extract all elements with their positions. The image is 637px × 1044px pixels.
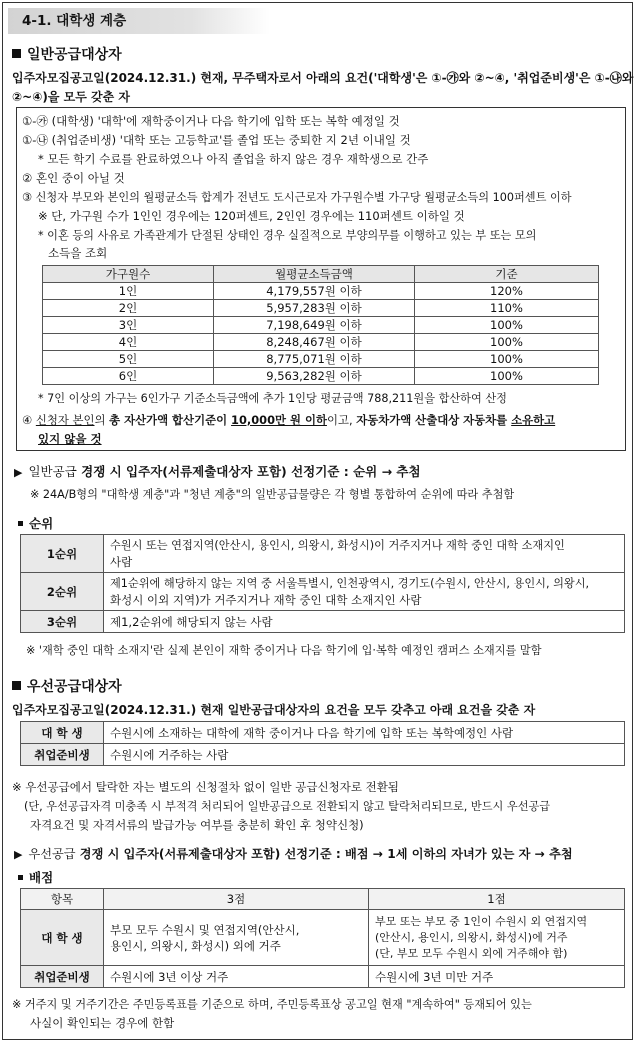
req-item-assets	[22, 412, 555, 428]
score-cell-3: 수원시에 3년 이상 거주	[104, 966, 369, 988]
assets-total: 총 자산가액 합산기준이	[109, 413, 232, 427]
req-item-assets-cont: 있지 않을 것	[38, 432, 102, 446]
score-text-line: 용인시, 의왕시, 화성시) 외에 거주	[110, 938, 281, 953]
general-selection-label: 일반공급	[28, 464, 77, 479]
rank-text	[104, 573, 625, 611]
income-header-amount: 월평균소득금액	[214, 266, 415, 283]
rank-table	[20, 534, 625, 633]
priority-note-3: 자격요건 및 자격서류의 발급가능 여부를 충분히 확인 후 청약신청)	[30, 818, 364, 832]
rank-note: ※ '재학 중인 대학 소재지'란 실제 본인이 재학 중이거나 다음 학기에 입·복학 예정인 캠퍼스 소재지를 말함	[26, 644, 542, 657]
income-cell: 8,248,467원 이하	[214, 334, 415, 351]
rank-label: 2순위	[21, 573, 104, 611]
income-cell: 100%	[415, 334, 599, 351]
general-heading: 일반공급대상자	[12, 44, 122, 64]
score-cell-1	[369, 910, 625, 966]
score-text-line: (안산시, 용인시, 의왕시, 화성시)에 거주	[375, 930, 568, 944]
score-header-3: 3점	[104, 889, 369, 910]
assets-car: 자동차가액 산출대상 자동차를	[356, 413, 512, 427]
income-cell: 100%	[415, 317, 599, 334]
req-note-divorce-cont: 소득을 조회	[48, 246, 108, 260]
score-text-line: 부모 모두 수원시 및 연접지역(안산시,	[110, 922, 300, 937]
table-row	[21, 573, 625, 611]
score-cell-1: 수원시에 3년 미만 거주	[369, 966, 625, 988]
table-row	[43, 283, 599, 300]
income-cell: 5인	[43, 351, 214, 368]
general-selection-title	[14, 462, 421, 480]
income-cell: 8,775,071원 이하	[214, 351, 415, 368]
section-title: 4-1. 대학생 계층	[8, 8, 270, 34]
triangle-bullet-icon: ▶	[14, 848, 23, 861]
score-table	[20, 888, 625, 988]
req-item-unmarried: ② 혼인 중이 아닐 것	[22, 171, 125, 185]
income-cell: 100%	[415, 351, 599, 368]
income-cell: 6인	[43, 368, 214, 385]
assets-own: 소유하고	[511, 413, 556, 427]
priority-note-2: (단, 우선공급자격 미충족 시 부적격 처리되어 일반공급으로 전환되지 않고 탈락처리되므로, 반드시 우선공급	[24, 800, 551, 813]
score-heading: 배점	[18, 868, 53, 886]
req-note-divorce: * 이혼 등의 사유로 가족관계가 단절된 상태인 경우 실질적으로 부양의무를 이행하고 있는 부 또는 모의	[38, 229, 537, 242]
score-cell-3	[104, 910, 369, 966]
priority-text: 수원시에 거주하는 사람	[104, 744, 625, 766]
income-cell: 2인	[43, 300, 214, 317]
score-text-line: (단, 부모 모두 수원시 외에 거주해야 함)	[375, 946, 568, 960]
req-item-jobseeker: ①-㉯ (취업준비생) '대학 또는 고등학교'를 졸업 또는 중퇴한 지 2년 이내일 것	[22, 133, 411, 147]
general-selection-note: ※ 24A/B형의 "대학생 계층"과 "청년 계층"의 일반공급물량은 각 형별 통합하여 순위에 따라 추첨함	[30, 488, 515, 501]
income-header-standard: 기준	[415, 266, 599, 283]
score-label: 취업준비생	[21, 966, 104, 988]
priority-note-1: ※ 우선공급에서 탈락한 자는 별도의 신청절차 없이 일반 공급신청자로 전환됨	[12, 780, 399, 794]
score-header-1: 1점	[369, 889, 625, 910]
rank-text: 제1,2순위에 해당되지 않는 사람	[104, 611, 625, 633]
table-row	[21, 722, 625, 744]
priority-text: 수원시에 소재하는 대학에 재학 중이거나 다음 학기에 입학 또는 복학예정인 사람	[104, 722, 625, 744]
triangle-bullet-icon: ▶	[14, 466, 23, 479]
priority-selection-label: 우선공급	[28, 847, 76, 861]
req-note-graduation: * 모든 학기 수료를 완료하였으나 아직 졸업을 하지 않은 경우 재학생으로 간주	[38, 152, 429, 166]
assets-number: ④	[22, 413, 36, 427]
income-cell: 3인	[43, 317, 214, 334]
small-square-icon	[18, 875, 23, 880]
table-row	[43, 368, 599, 385]
priority-intro: 입주자모집공고일(2024.12.31.) 현재 일반공급대상자의 요건을 모두 갖추고 아래 요건을 갖춘 자	[12, 703, 536, 717]
table-row	[21, 889, 625, 910]
assets-text2: 이고,	[326, 413, 357, 427]
table-row	[43, 351, 599, 368]
assets-applicant: 신청자 본인	[35, 413, 95, 427]
req-item-income: ③ 신청자 부모와 본인의 월평균소득 합계가 전년도 도시근로자 가구원수별 가구당 월평균소득의 100퍼센트 이하	[22, 191, 572, 204]
income-cell: 4,179,557원 이하	[214, 283, 415, 300]
income-cell: 5,957,283원 이하	[214, 300, 415, 317]
table-row	[21, 744, 625, 766]
priority-selection-title	[14, 845, 573, 862]
square-bullet-icon	[12, 681, 21, 690]
income-table-header	[43, 266, 599, 283]
rank-heading: 순위	[18, 514, 53, 532]
score-header-item: 항목	[21, 889, 104, 910]
rank-text	[104, 535, 625, 573]
table-row	[21, 611, 625, 633]
rank-label: 3순위	[21, 611, 104, 633]
general-intro-line1: 입주자모집공고일(2024.12.31.) 현재, 무주택자로서 아래의 요건('대학생'은 ①-㉮와 ②~④, '취업준비생'은 ①-㉯와	[12, 71, 634, 85]
priority-heading: 우선공급대상자	[12, 676, 122, 696]
score-label: 대 학 생	[21, 910, 104, 966]
priority-label: 취업준비생	[21, 744, 104, 766]
score-note-2: 사실이 확인되는 경우에 한함	[30, 1016, 175, 1030]
income-cell: 100%	[415, 368, 599, 385]
assets-limit: 10,000만 원 이하	[231, 413, 327, 427]
table-row	[43, 317, 599, 334]
table-row	[21, 966, 625, 988]
rank-text-line: 수원시 또는 연접지역(안산시, 용인시, 의왕시, 화성시)이 거주지거나 재학 중인 대학 소재지인	[110, 538, 565, 552]
req-note-income-exception: ※ 단, 가구원 수가 1인인 경우에는 120퍼센트, 2인인 경우에는 110퍼센트 이하일 것	[38, 209, 465, 223]
rank-text-line: 화성시 이외 지역)가 거주지거나 재학 중인 대학 소재지인 사람	[110, 592, 422, 607]
income-table	[42, 265, 599, 385]
table-row	[43, 300, 599, 317]
income-header-household: 가구원수	[43, 266, 214, 283]
general-intro-line2: ②~④)을 모두 갖춘 자	[12, 90, 130, 104]
score-note-1: ※ 거주지 및 거주기간은 주민등록표를 기준으로 하며, 주민등록표상 공고일 현재 "계속하여" 등재되어 있는	[12, 998, 532, 1011]
small-square-icon	[18, 521, 23, 526]
rank-text-line: 사람	[110, 554, 133, 569]
table-row	[43, 334, 599, 351]
score-text-line: 부모 또는 부모 중 1인이 수원시 외 연접지역	[375, 914, 588, 928]
assets-text: 의	[94, 413, 110, 427]
income-cell: 120%	[415, 283, 599, 300]
priority-selection-criteria: 경쟁 시 입주자(서류제출대상자 포함) 선정기준 : 배점 → 1세 이하의 자녀가 있는 자 → 추첨	[75, 847, 573, 861]
income-cell: 4인	[43, 334, 214, 351]
rank-label: 1순위	[21, 535, 104, 573]
income-cell: 9,563,282원 이하	[214, 368, 415, 385]
priority-table	[20, 721, 625, 766]
income-cell: 1인	[43, 283, 214, 300]
income-cell: 7,198,649원 이하	[214, 317, 415, 334]
req-item-student: ①-㉮ (대학생) '대학'에 재학중이거나 다음 학기에 입학 또는 복학 예정일 것	[22, 114, 400, 128]
square-bullet-icon	[12, 49, 21, 58]
priority-label: 대 학 생	[21, 722, 104, 744]
income-table-note: * 7인 이상의 가구는 6인가구 기준소득금액에 추가 1인당 평균금액 788,211원을 합산하여 산정	[38, 392, 507, 405]
rank-text-line: 제1순위에 해당하지 않는 지역 중 서울특별시, 인천광역시, 경기도(수원시, 안산시, 용인시, 의왕시,	[110, 576, 590, 590]
table-row	[21, 910, 625, 966]
general-selection-criteria: 경쟁 시 입주자(서류제출대상자 포함) 선정기준 : 순위 → 추첨	[76, 464, 421, 479]
income-cell: 110%	[415, 300, 599, 317]
table-row	[21, 535, 625, 573]
